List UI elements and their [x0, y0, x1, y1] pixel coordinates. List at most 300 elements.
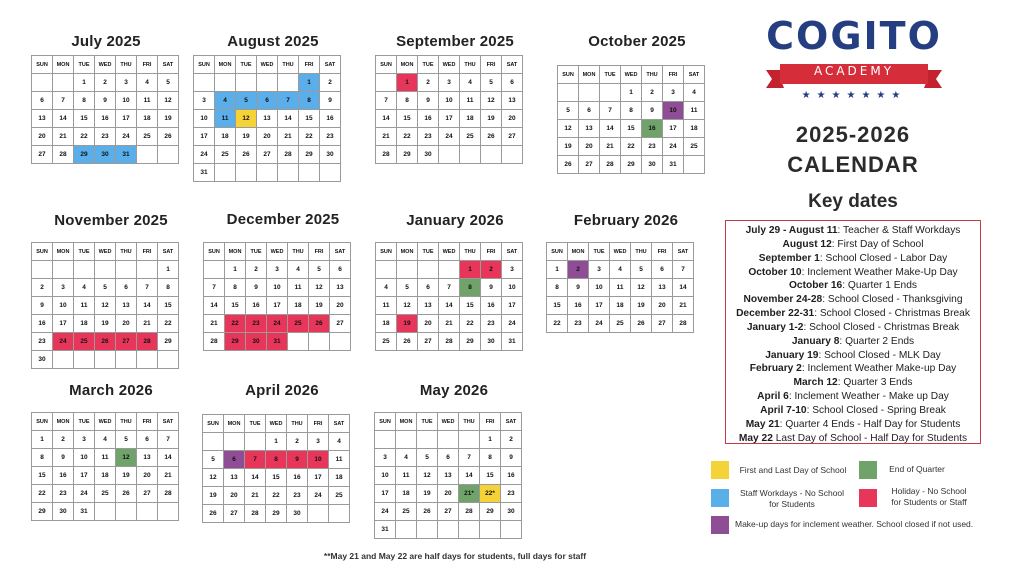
- day-cell: 25: [74, 333, 95, 351]
- day-cell: 30: [418, 146, 439, 164]
- day-cell: 3: [439, 74, 460, 92]
- day-cell: 6: [418, 279, 439, 297]
- day-cell: 4: [215, 92, 236, 110]
- weekday-header-row: [194, 56, 341, 74]
- week-row: [376, 92, 523, 110]
- empty-cell: [329, 505, 350, 523]
- day-cell: 26: [558, 156, 579, 174]
- empty-cell: [396, 521, 417, 539]
- week-row: [32, 351, 179, 369]
- day-cell: 18: [215, 128, 236, 146]
- empty-cell: [137, 351, 158, 369]
- weekday-label: TUE: [74, 413, 95, 431]
- day-cell: 27: [502, 128, 523, 146]
- key-date-description: : School Closed - MLK Day: [818, 349, 941, 361]
- weekday-label: WED: [95, 243, 116, 261]
- day-cell: 13: [652, 279, 673, 297]
- key-date: October 16: [789, 280, 843, 292]
- week-row: [547, 315, 694, 333]
- day-cell: 1: [74, 74, 95, 92]
- day-cell: 2: [642, 84, 663, 102]
- day-cell: 4: [137, 74, 158, 92]
- day-cell: 17: [194, 128, 215, 146]
- day-cell: 18: [376, 315, 397, 333]
- key-date-item: [726, 418, 980, 432]
- day-cell: 22: [621, 138, 642, 156]
- day-cell: 28: [158, 485, 179, 503]
- weekday-label: SUN: [558, 66, 579, 84]
- day-cell: 30: [246, 333, 267, 351]
- day-cell: 28: [376, 146, 397, 164]
- day-cell: 2: [95, 74, 116, 92]
- key-date: May 21: [745, 418, 780, 430]
- day-cell: 23: [501, 485, 522, 503]
- day-cell: 9: [481, 279, 502, 297]
- day-cell: 29: [397, 146, 418, 164]
- day-cell: 4: [684, 84, 705, 102]
- empty-cell: [376, 261, 397, 279]
- day-cell: 13: [579, 120, 600, 138]
- day-cell: 25: [376, 333, 397, 351]
- weekday-label: THU: [116, 243, 137, 261]
- empty-cell: [95, 261, 116, 279]
- weekday-label: TUE: [74, 56, 95, 74]
- day-cell: 23: [568, 315, 589, 333]
- calendar-grid: [31, 242, 179, 369]
- empty-cell: [480, 521, 501, 539]
- day-cell: 1: [547, 261, 568, 279]
- empty-cell: [417, 431, 438, 449]
- empty-cell: [501, 521, 522, 539]
- weekday-label: FRI: [137, 413, 158, 431]
- day-cell: 30: [95, 146, 116, 164]
- day-cell: 17: [439, 110, 460, 128]
- day-cell: 24: [589, 315, 610, 333]
- week-row: [32, 92, 179, 110]
- key-date-description: : School Closed - Christmas Break: [803, 321, 960, 333]
- day-cell: 14: [673, 279, 694, 297]
- empty-cell: [438, 431, 459, 449]
- day-cell: 30: [287, 505, 308, 523]
- week-row: [376, 128, 523, 146]
- day-cell: 10: [116, 92, 137, 110]
- month-title: September 2025: [396, 33, 514, 50]
- weekday-header-row: [203, 415, 350, 433]
- day-cell: 8: [460, 279, 481, 297]
- day-cell: 4: [74, 279, 95, 297]
- key-date-item: [726, 321, 980, 335]
- week-row: [203, 469, 350, 487]
- day-cell: 29: [266, 505, 287, 523]
- day-cell: 27: [224, 505, 245, 523]
- day-cell: 28: [278, 146, 299, 164]
- week-row: [204, 315, 351, 333]
- day-cell: 2: [481, 261, 502, 279]
- day-cell: 13: [502, 92, 523, 110]
- day-cell: 26: [309, 315, 330, 333]
- day-cell: 5: [481, 74, 502, 92]
- day-cell: 8: [621, 102, 642, 120]
- day-cell: 26: [397, 333, 418, 351]
- weekday-label: SUN: [32, 56, 53, 74]
- day-cell: 18: [329, 469, 350, 487]
- legend-swatch-workdays: [711, 489, 729, 507]
- day-cell: 29: [299, 146, 320, 164]
- week-row: [204, 279, 351, 297]
- day-cell: 20: [224, 487, 245, 505]
- day-cell: 7: [245, 451, 266, 469]
- week-row: [32, 146, 179, 164]
- week-row: [32, 74, 179, 92]
- day-cell: 3: [53, 279, 74, 297]
- calendar-grid: [557, 65, 705, 174]
- day-cell: 29: [225, 333, 246, 351]
- key-date-description: : Quarter 3 Ends: [837, 377, 913, 389]
- day-cell: 8: [74, 92, 95, 110]
- day-cell: 7: [600, 102, 621, 120]
- week-row: [376, 315, 523, 333]
- day-cell: 25: [215, 146, 236, 164]
- week-row: [375, 521, 522, 539]
- week-row: [204, 261, 351, 279]
- day-cell: 19: [481, 110, 502, 128]
- weekday-label: THU: [642, 66, 663, 84]
- weekday-label: SUN: [375, 413, 396, 431]
- day-cell: 8: [32, 449, 53, 467]
- empty-cell: [330, 333, 351, 351]
- empty-cell: [32, 74, 53, 92]
- day-cell: 29: [460, 333, 481, 351]
- empty-cell: [257, 74, 278, 92]
- empty-cell: [53, 351, 74, 369]
- day-cell: 14: [53, 110, 74, 128]
- day-cell: 2: [287, 433, 308, 451]
- day-cell: 27: [137, 485, 158, 503]
- day-cell: 27: [116, 333, 137, 351]
- day-cell: 18: [396, 485, 417, 503]
- key-date: May 22: [738, 432, 773, 444]
- day-cell: 22: [158, 315, 179, 333]
- empty-cell: [236, 74, 257, 92]
- day-cell: 28: [673, 315, 694, 333]
- weekday-label: THU: [459, 413, 480, 431]
- day-cell: 17: [53, 315, 74, 333]
- week-row: [194, 128, 341, 146]
- day-cell: 12: [236, 110, 257, 128]
- key-date-description: : Teacher & Staff Workdays: [837, 225, 961, 236]
- day-cell: 30: [320, 146, 341, 164]
- day-cell: 8: [480, 449, 501, 467]
- day-cell: 24: [53, 333, 74, 351]
- day-cell: 2: [568, 261, 589, 279]
- day-cell: 15: [621, 120, 642, 138]
- day-cell: 29: [32, 503, 53, 521]
- weekday-label: SUN: [194, 56, 215, 74]
- weekday-header-row: [558, 66, 705, 84]
- day-cell: 5: [116, 431, 137, 449]
- day-cell: 1: [397, 74, 418, 92]
- day-cell: 19: [309, 297, 330, 315]
- weekday-header-row: [547, 243, 694, 261]
- day-cell: 4: [288, 261, 309, 279]
- day-cell: 6: [652, 261, 673, 279]
- day-cell: 7: [158, 431, 179, 449]
- day-cell: 21: [158, 467, 179, 485]
- weekday-label: WED: [621, 66, 642, 84]
- day-cell: 8: [266, 451, 287, 469]
- day-cell: 7: [137, 279, 158, 297]
- day-cell: 15: [299, 110, 320, 128]
- day-cell: 3: [267, 261, 288, 279]
- month-title: February 2026: [573, 212, 679, 229]
- weekday-label: TUE: [246, 243, 267, 261]
- day-cell: 3: [74, 431, 95, 449]
- day-cell: 16: [481, 297, 502, 315]
- day-cell: 19: [203, 487, 224, 505]
- day-cell: 3: [502, 261, 523, 279]
- month-title: April 2026: [245, 382, 319, 399]
- day-cell: 16: [501, 467, 522, 485]
- day-cell: 21: [245, 487, 266, 505]
- weekday-label: FRI: [299, 56, 320, 74]
- day-cell: 20: [257, 128, 278, 146]
- empty-cell: [194, 74, 215, 92]
- empty-cell: [236, 164, 257, 182]
- day-cell: 26: [203, 505, 224, 523]
- day-cell: 24: [439, 128, 460, 146]
- day-cell: 16: [418, 110, 439, 128]
- day-cell: 26: [236, 146, 257, 164]
- week-row: [194, 146, 341, 164]
- week-row: [376, 333, 523, 351]
- day-cell: 21: [600, 138, 621, 156]
- day-cell: 28: [137, 333, 158, 351]
- day-cell: 4: [329, 433, 350, 451]
- weekday-label: SAT: [501, 413, 522, 431]
- day-cell: 17: [589, 297, 610, 315]
- day-cell: 18: [95, 467, 116, 485]
- weekday-label: SAT: [320, 56, 341, 74]
- day-cell: 28: [600, 156, 621, 174]
- day-cell: 11: [74, 297, 95, 315]
- day-cell: 20: [116, 315, 137, 333]
- calendar-year-title: 2025-2026: [795, 122, 911, 147]
- week-row: [32, 110, 179, 128]
- logo-stars: ★★★★★★★: [801, 90, 907, 101]
- empty-cell: [53, 74, 74, 92]
- day-cell: 22: [299, 128, 320, 146]
- day-cell: 7: [204, 279, 225, 297]
- legend-workdays-line2: for Students: [769, 499, 815, 509]
- legend-swatch-makeup: [711, 516, 729, 534]
- day-cell: 24: [308, 487, 329, 505]
- weekday-label: TUE: [418, 243, 439, 261]
- day-cell: 24: [267, 315, 288, 333]
- day-cell: 22*: [480, 485, 501, 503]
- day-cell: 20: [652, 297, 673, 315]
- day-cell: 20: [579, 138, 600, 156]
- day-cell: 12: [631, 279, 652, 297]
- legend-swatch-end-quarter: [859, 461, 877, 479]
- day-cell: 11: [329, 451, 350, 469]
- day-cell: 11: [137, 92, 158, 110]
- day-cell: 15: [74, 110, 95, 128]
- day-cell: 1: [621, 84, 642, 102]
- weekday-label: TUE: [589, 243, 610, 261]
- empty-cell: [459, 521, 480, 539]
- day-cell: 27: [32, 146, 53, 164]
- day-cell: 13: [257, 110, 278, 128]
- day-cell: 27: [418, 333, 439, 351]
- day-cell: 28: [439, 333, 460, 351]
- day-cell: 18: [137, 110, 158, 128]
- day-cell: 16: [53, 467, 74, 485]
- day-cell: 1: [480, 431, 501, 449]
- empty-cell: [224, 433, 245, 451]
- weekday-label: WED: [439, 243, 460, 261]
- day-cell: 20: [502, 110, 523, 128]
- day-cell: 15: [480, 467, 501, 485]
- key-date-item: [726, 335, 980, 349]
- week-row: [32, 485, 179, 503]
- day-cell: 23: [53, 485, 74, 503]
- day-cell: 23: [95, 128, 116, 146]
- month-title: January 2026: [406, 212, 504, 229]
- weekday-label: MON: [568, 243, 589, 261]
- empty-cell: [32, 261, 53, 279]
- weekday-label: FRI: [663, 66, 684, 84]
- day-cell: 16: [642, 120, 663, 138]
- week-row: [203, 433, 350, 451]
- key-date-item: [726, 238, 980, 252]
- day-cell: 8: [158, 279, 179, 297]
- weekday-label: WED: [257, 56, 278, 74]
- day-cell: 12: [558, 120, 579, 138]
- day-cell: 15: [32, 467, 53, 485]
- empty-cell: [74, 261, 95, 279]
- key-date-description: : Inclement Weather - Make up Day: [788, 391, 949, 403]
- week-row: [194, 110, 341, 128]
- day-cell: 11: [95, 449, 116, 467]
- empty-cell: [158, 146, 179, 164]
- empty-cell: [397, 261, 418, 279]
- day-cell: 14: [278, 110, 299, 128]
- week-row: [547, 261, 694, 279]
- week-row: [203, 487, 350, 505]
- empty-cell: [158, 351, 179, 369]
- empty-cell: [320, 164, 341, 182]
- day-cell: 25: [137, 128, 158, 146]
- weekday-label: THU: [631, 243, 652, 261]
- weekday-label: FRI: [308, 415, 329, 433]
- day-cell: 13: [330, 279, 351, 297]
- day-cell: 22: [397, 128, 418, 146]
- empty-cell: [460, 146, 481, 164]
- day-cell: 9: [246, 279, 267, 297]
- day-cell: 30: [53, 503, 74, 521]
- week-row: [32, 431, 179, 449]
- day-cell: 11: [460, 92, 481, 110]
- key-dates-box: [725, 220, 981, 444]
- weekday-label: MON: [53, 413, 74, 431]
- weekday-header-row: [32, 56, 179, 74]
- day-cell: 1: [299, 74, 320, 92]
- key-date-item: [726, 252, 980, 266]
- day-cell: 12: [203, 469, 224, 487]
- day-cell: 6: [579, 102, 600, 120]
- week-row: [203, 505, 350, 523]
- day-cell: 18: [684, 120, 705, 138]
- weekday-label: THU: [116, 56, 137, 74]
- week-row: [375, 503, 522, 521]
- weekday-label: WED: [95, 56, 116, 74]
- empty-cell: [204, 261, 225, 279]
- day-cell: 26: [631, 315, 652, 333]
- day-cell: 18: [610, 297, 631, 315]
- month-title: November 2025: [54, 212, 168, 229]
- day-cell: 23: [287, 487, 308, 505]
- day-cell: 21: [673, 297, 694, 315]
- day-cell: 4: [95, 431, 116, 449]
- empty-cell: [203, 433, 224, 451]
- day-cell: 23: [246, 315, 267, 333]
- day-cell: 1: [32, 431, 53, 449]
- day-cell: 9: [642, 102, 663, 120]
- weekday-label: SUN: [203, 415, 224, 433]
- day-cell: 9: [287, 451, 308, 469]
- month-title: August 2025: [227, 33, 319, 50]
- day-cell: 8: [299, 92, 320, 110]
- legend-swatch-first-last: [711, 461, 729, 479]
- day-cell: 4: [460, 74, 481, 92]
- key-date-description: : First Day of School: [831, 238, 924, 250]
- empty-cell: [308, 505, 329, 523]
- day-cell: 7: [278, 92, 299, 110]
- day-cell: 1: [460, 261, 481, 279]
- weekday-label: FRI: [481, 56, 502, 74]
- day-cell: 27: [330, 315, 351, 333]
- weekday-label: MON: [53, 56, 74, 74]
- day-cell: 26: [481, 128, 502, 146]
- day-cell: 13: [438, 467, 459, 485]
- day-cell: 17: [116, 110, 137, 128]
- week-row: [194, 92, 341, 110]
- calendar-grid: [31, 55, 179, 164]
- day-cell: 5: [558, 102, 579, 120]
- weekday-label: FRI: [309, 243, 330, 261]
- day-cell: 17: [308, 469, 329, 487]
- week-row: [376, 74, 523, 92]
- week-row: [558, 156, 705, 174]
- day-cell: 13: [32, 110, 53, 128]
- weekday-label: WED: [439, 56, 460, 74]
- weekday-label: TUE: [417, 413, 438, 431]
- empty-cell: [417, 521, 438, 539]
- day-cell: 23: [418, 128, 439, 146]
- day-cell: 19: [631, 297, 652, 315]
- weekday-header-row: [32, 413, 179, 431]
- empty-cell: [257, 164, 278, 182]
- empty-cell: [74, 351, 95, 369]
- day-cell: 20: [137, 467, 158, 485]
- weekday-label: SAT: [502, 56, 523, 74]
- key-date-item: [726, 293, 980, 307]
- day-cell: 5: [397, 279, 418, 297]
- weekday-label: SAT: [158, 56, 179, 74]
- day-cell: 30: [642, 156, 663, 174]
- day-cell: 22: [460, 315, 481, 333]
- weekday-label: MON: [53, 243, 74, 261]
